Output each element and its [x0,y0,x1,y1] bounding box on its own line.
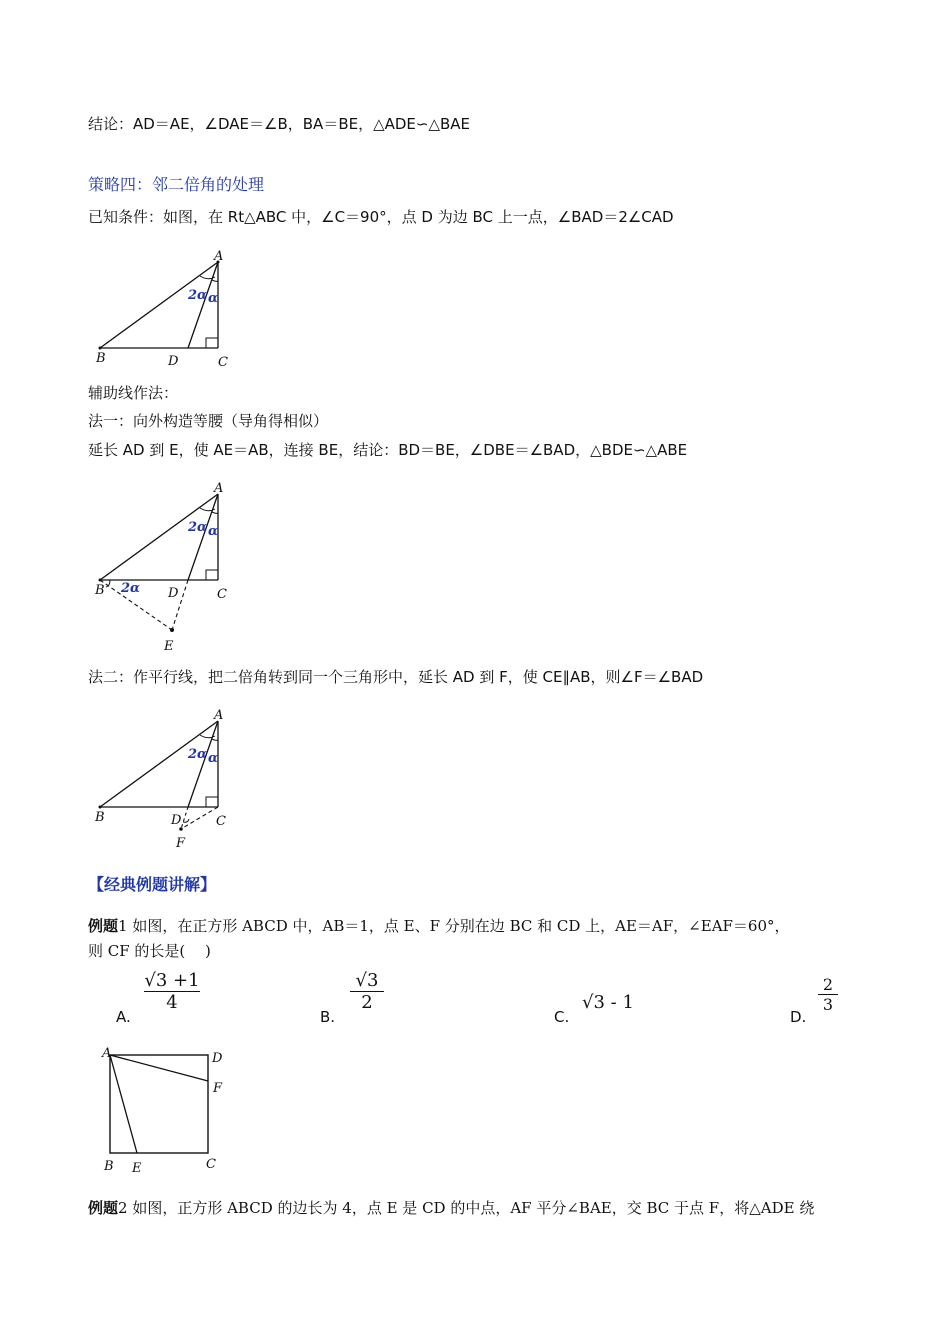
option-a-denominator: 4 [144,991,200,1013]
label-alpha: α [208,524,219,539]
label-F: F [176,836,186,851]
method1-title: 法一：向外构造等腰（导角得相似） [88,412,329,430]
option-a-letter[interactable]: A. [116,1008,131,1026]
label-C: C [217,587,227,602]
label-D: D [212,1051,223,1066]
label-A: A [214,708,224,723]
label-D: D [168,586,179,601]
label-B: B [95,810,105,825]
section-title: 【经典例题讲解】 [88,875,217,894]
label-alpha: α [208,291,219,306]
label-E: E [164,639,174,654]
label-D: D [171,813,182,828]
option-d-numerator: 2 [822,975,834,994]
option-d-denominator: 3 [818,994,838,1014]
example1-question [88,916,790,936]
option-b-denominator: 2 [350,991,384,1013]
option-d-letter[interactable]: D. [790,1008,807,1026]
option-c-letter[interactable]: C. [554,1008,570,1026]
aux-title: 辅助线作法： [88,384,179,402]
figure-triangle-1 [88,245,248,375]
label-A: A [214,249,224,264]
previous-conclusion: 结论：AD＝AE，∠DAE＝∠B，BA＝BE，△ADE∽△BAE [88,115,471,133]
label-B: B [104,1159,114,1174]
example-label: 例题 [88,1199,119,1217]
example1-question-line2: 则 CF 的长是( ) [88,942,211,960]
label-2alpha: 2α [188,288,208,303]
label-A: A [102,1046,112,1061]
example2-question [88,1198,814,1218]
label-C: C [206,1157,216,1172]
figure-triangle-3 [88,705,248,855]
option-a-numerator: √3 +1 [144,970,200,991]
option-b-numerator: √3 [355,970,379,991]
label-A: A [214,481,224,496]
example1-text: 1 如图，在正方形 ABCD 中，AB＝1，点 E、F 分别在边 BC 和 CD 上，AE＝AF，∠EAF＝60°， [118,917,790,935]
label-B: B [96,351,106,366]
label-2alpha: 2α [188,520,208,535]
label-2alpha-b: 2α [121,581,141,596]
label-F: F [213,1081,223,1096]
option-c-value[interactable]: √3 - 1 [582,992,634,1013]
option-b-value[interactable] [350,970,384,1013]
example-label: 例题 [88,917,119,935]
label-E: E [132,1161,142,1176]
label-B: B [95,583,105,598]
strategy-title: 策略四：邻二倍角的处理 [88,175,265,194]
option-a-value[interactable] [144,970,200,1013]
option-d-value[interactable] [818,975,838,1014]
label-C: C [216,814,226,829]
method2-text: 法二：作平行线，把二倍角转到同一个三角形中，延长 AD 到 F，使 CE∥AB，则∠F＝∠BAD [88,668,704,686]
figure-square [96,1040,246,1180]
example2-text: 2 如图，正方形 ABCD 的边长为 4，点 E 是 CD 的中点，AF 平分∠BAE，交 BC 于点 F，将△ADE 绕 [118,1199,815,1217]
label-C: C [218,355,228,370]
option-b-letter[interactable]: B. [320,1008,336,1026]
method1-text: 延长 AD 到 E，使 AE＝AB，连接 BE，结论：BD＝BE，∠DBE＝∠BAD，△BDE∽△ABE [88,441,688,459]
label-2alpha: 2α [188,747,208,762]
figure-triangle-2 [88,478,248,658]
label-alpha: α [208,751,219,766]
given-conditions: 已知条件：如图，在 Rt△ABC 中，∠C＝90°，点 D 为边 BC 上一点，∠BAD＝2∠CAD [88,208,674,226]
label-D: D [168,354,179,369]
